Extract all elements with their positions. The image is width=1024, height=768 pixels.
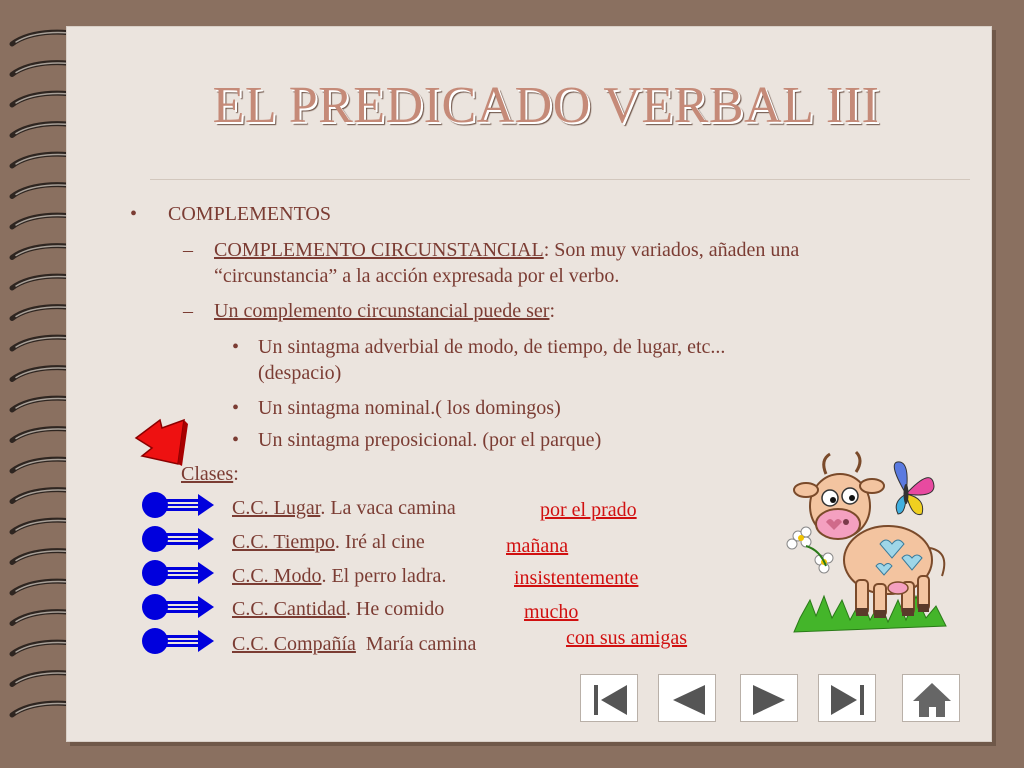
clase-row-text <box>232 597 444 621</box>
cc-type-adverbial-example: (despacio) <box>258 362 342 384</box>
clase-answer: mañana <box>506 535 569 557</box>
previous-slide-icon <box>659 675 717 723</box>
cc-types-intro-text: Un complemento circunstancial puede ser <box>214 300 550 322</box>
clase-example: . Iré al cine <box>334 531 425 553</box>
title-divider <box>150 179 970 180</box>
clase-row-text <box>232 632 476 656</box>
cc-type-nominal: Un sintagma nominal.( los domingos) <box>258 397 561 419</box>
clase-name: C.C. Tiempo <box>232 531 335 553</box>
first-slide-icon <box>581 675 639 723</box>
clase-name: C.C. Cantidad <box>232 598 346 620</box>
dash: – <box>183 300 193 322</box>
cc-definition-line1 <box>214 238 799 262</box>
blue-circle-arrow-icon[interactable] <box>140 626 216 656</box>
next-slide-button[interactable] <box>740 674 798 722</box>
bullet: • <box>232 336 240 358</box>
clase-name: C.C. Lugar <box>232 497 321 519</box>
clase-example: . He comido <box>345 598 445 620</box>
clase-row-text <box>232 530 425 554</box>
dash: – <box>183 239 193 261</box>
clase-name: C.C. Modo <box>232 565 322 587</box>
bullet: • <box>130 203 138 225</box>
clase-name: C.C. Compañía <box>232 633 356 655</box>
heading-complementos: COMPLEMENTOS <box>168 203 331 225</box>
blue-circle-arrow-icon[interactable] <box>140 592 216 622</box>
bullet: • <box>232 429 240 451</box>
cc-types-intro-colon: : <box>549 300 555 322</box>
clase-answer: por el prado <box>540 499 637 521</box>
blue-circle-arrow-icon[interactable] <box>140 524 216 554</box>
clase-answer: insistentemente <box>514 567 639 589</box>
cow-with-butterfly-illustration <box>776 450 956 640</box>
clase-answer: mucho <box>524 601 579 623</box>
first-slide-button[interactable] <box>580 674 638 722</box>
clases-label <box>181 462 239 486</box>
next-slide-icon <box>741 675 799 723</box>
clase-example: María camina <box>355 633 477 655</box>
blue-circle-arrow-icon[interactable] <box>140 558 216 588</box>
home-button[interactable] <box>902 674 960 722</box>
last-slide-icon <box>819 675 877 723</box>
cc-term: COMPLEMENTO CIRCUNSTANCIAL <box>214 239 544 261</box>
clase-row-text <box>232 496 456 520</box>
clase-example: . La vaca camina <box>320 497 456 519</box>
clases-label-colon: : <box>233 463 239 485</box>
clase-answer: con sus amigas <box>566 627 688 649</box>
cc-definition-rest: : Son muy variados, añaden una <box>543 239 800 261</box>
home-icon <box>903 675 961 723</box>
cc-type-preposicional: Un sintagma preposicional. (por el parque) <box>258 429 602 451</box>
clases-label-text: Clases <box>181 463 234 485</box>
clase-row-text <box>232 564 446 588</box>
previous-slide-button[interactable] <box>658 674 716 722</box>
cc-types-intro <box>214 299 555 323</box>
clase-example: . El perro ladra. <box>321 565 447 587</box>
last-slide-button[interactable] <box>818 674 876 722</box>
cc-definition-line2: “circunstancia” a la acción expresada por el verbo. <box>214 265 620 287</box>
bullet: • <box>232 397 240 419</box>
blue-circle-arrow-icon[interactable] <box>140 490 216 520</box>
slide-title: EL PREDICADO VERBAL III <box>212 77 880 134</box>
cc-type-adverbial: Un sintagma adverbial de modo, de tiempo, de lugar, etc... <box>258 336 726 358</box>
